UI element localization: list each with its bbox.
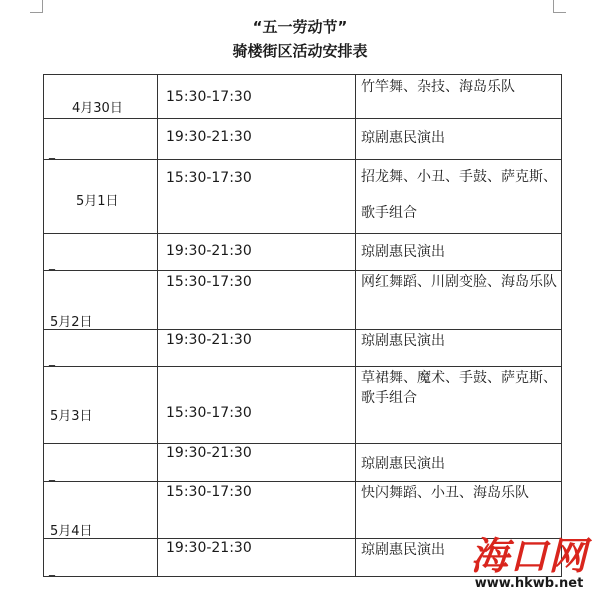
table-row (44, 330, 562, 367)
time-label: 15:30-17:30 (166, 170, 252, 186)
time-label: 19:30-21:30 (166, 332, 252, 348)
row-mark: _ (49, 562, 55, 576)
time-cell (158, 234, 356, 271)
time-cell (158, 271, 356, 330)
date-label: 5月3日 (50, 409, 93, 424)
watermark-logo (458, 525, 600, 593)
date-cell (44, 539, 158, 577)
page-corner-mark-left (30, 0, 43, 13)
date-cell (44, 330, 158, 367)
date-label: 4月30日 (72, 101, 123, 116)
date-label: 5月1日 (76, 194, 119, 209)
time-label: 19:30-21:30 (166, 129, 252, 145)
time-label: 15:30-17:30 (166, 484, 252, 500)
row-mark: _ (49, 256, 55, 270)
date-cell (44, 160, 158, 234)
activity-label: 快闪舞蹈、小丑、海岛乐队 (361, 485, 529, 501)
activity-cell (356, 75, 562, 119)
date-cell (44, 367, 158, 444)
date-cell (44, 444, 158, 482)
time-cell (158, 75, 356, 119)
time-label: 15:30-17:30 (166, 89, 252, 105)
row-mark: _ (49, 352, 55, 366)
activity-label: 竹竿舞、杂技、海岛乐队 (361, 79, 515, 95)
time-cell (158, 482, 356, 539)
title-line-2: 骑楼街区活动安排表 (232, 42, 368, 60)
time-label: 19:30-21:30 (166, 540, 252, 556)
activity-label: 琼剧惠民演出 (361, 244, 445, 260)
date-cell (44, 75, 158, 119)
time-label: 19:30-21:30 (166, 243, 252, 259)
date-cell (44, 271, 158, 330)
date-cell (44, 482, 158, 539)
date-cell (44, 119, 158, 160)
row-mark: _ (49, 467, 55, 481)
activity-cell (356, 234, 562, 271)
table-row (44, 271, 562, 330)
activity-cell (356, 160, 562, 234)
activity-cell (356, 444, 562, 482)
activity-cell (356, 271, 562, 330)
time-cell (158, 367, 356, 444)
title-line-1: “五一劳动节” (252, 18, 348, 36)
date-label: 5月4日 (50, 524, 93, 539)
activity-cell (356, 330, 562, 367)
activity-label: 草裙舞、魔术、手鼓、萨克斯、歌手组合 (361, 370, 557, 406)
activity-label: 琼剧惠民演出 (361, 456, 445, 472)
time-label: 15:30-17:30 (166, 274, 252, 290)
date-label: 5月2日 (50, 315, 93, 330)
activity-cell (356, 367, 562, 444)
table-row (44, 75, 562, 119)
watermark-name: 海口网 (470, 533, 588, 578)
schedule-table (43, 74, 562, 577)
page-corner-mark-right (553, 0, 566, 13)
table-row (44, 234, 562, 271)
activity-label: 琼剧惠民演出 (361, 130, 445, 146)
activity-cell (356, 119, 562, 160)
watermark-url: www.hkwb.net (474, 576, 584, 591)
date-cell (44, 234, 158, 271)
activity-label: 琼剧惠民演出 (361, 542, 445, 558)
activity-label: 网红舞蹈、川剧变脸、海岛乐队 (361, 274, 557, 290)
row-mark: _ (49, 145, 55, 159)
table-row (44, 119, 562, 160)
time-cell (158, 330, 356, 367)
table-row (44, 444, 562, 482)
time-cell (158, 444, 356, 482)
time-label: 15:30-17:30 (166, 405, 252, 421)
table-row (44, 160, 562, 234)
activity-label: 琼剧惠民演出 (361, 333, 445, 349)
time-label: 19:30-21:30 (166, 445, 252, 461)
time-cell (158, 539, 356, 577)
time-cell (158, 160, 356, 234)
activity-label: 招龙舞、小丑、手鼓、萨克斯、歌手组合 (361, 169, 557, 221)
time-cell (158, 119, 356, 160)
table-row (44, 367, 562, 444)
